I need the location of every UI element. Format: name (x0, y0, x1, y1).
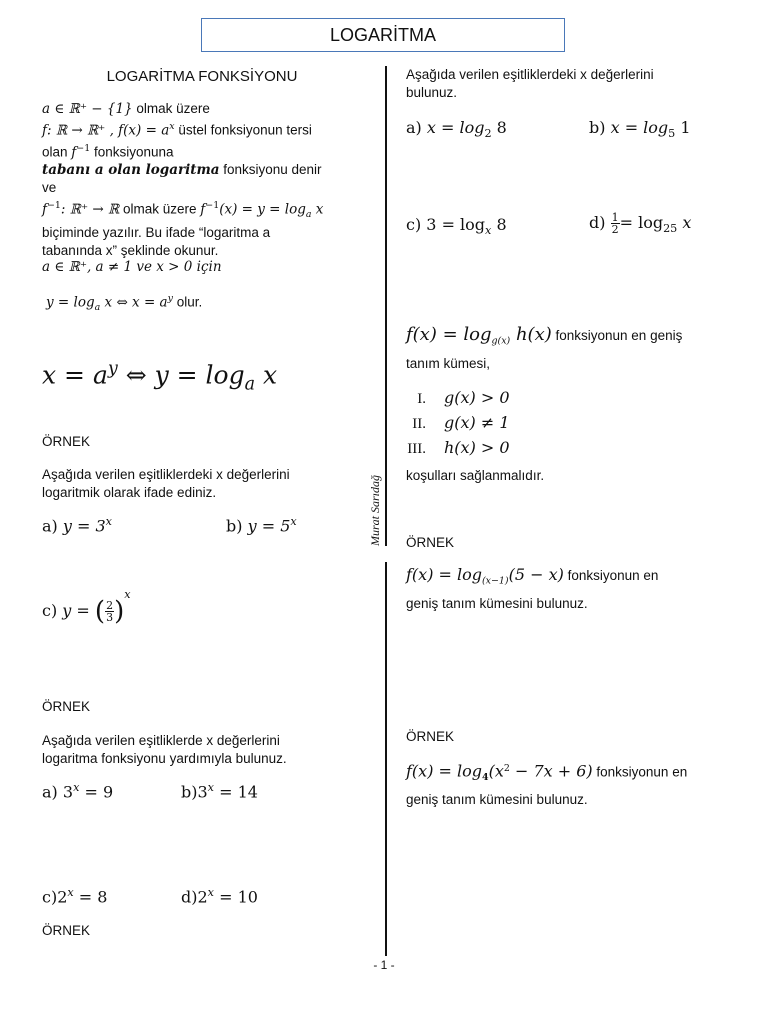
section-heading: LOGARİTMA FONKSİYONU (106, 68, 298, 85)
page-title: LOGARİTMA (201, 18, 565, 52)
equivalence-line: $y = \log_a x$ ⇔ $x = a^y$ olur. (46, 293, 203, 314)
condition-list (400, 386, 510, 461)
example-1-text: Aşağıda verilen eşitliklerdeki x değerlerini logaritmik olarak ifade ediniz. (42, 467, 290, 500)
condition-tail: koşulları sağlanmalıdır. (406, 468, 545, 483)
example-label-5: ÖRNEK (406, 729, 455, 744)
example-label-3: ÖRNEK (42, 923, 91, 938)
example-1-b: b) $y = 5^x$ (226, 515, 297, 536)
example-1-a: a) $y = 3^x$ (42, 515, 112, 536)
condition-item: III. h(x) > 0 (407, 438, 510, 457)
condition-item: I. g(x) > 0 (417, 388, 510, 407)
question-1-b: b) $x = \log_5 1$ (589, 118, 691, 141)
author-signature: Murat Sarıdağ (368, 474, 382, 546)
page-number: - 1 - (373, 958, 395, 972)
question-1-text: Aşağıda verilen eşitliklerdeki x değerlerini bulunuz. (406, 67, 654, 100)
example-2-d: $d)2^x = 10$ (181, 886, 258, 907)
example-label-1: ÖRNEK (42, 434, 91, 449)
example-5-text: $f(x) = \log_4(x^2 - 7x + 6)$ fonksiyonun en geniş tanım kümesini bulunuz. (406, 761, 688, 808)
example-4-text: $f(x) = \log_{(x-1)}(5 - x)$ fonksiyonun en geniş tanım kümesini bulunuz. (406, 565, 659, 611)
condition-item: II. g(x) ≠ 1 (412, 413, 510, 432)
example-2-a: a) $3^x = 9$ (42, 781, 114, 802)
condition-line: a ∈ ℝ⁺, a ≠ 1 ve x > 0 için (42, 259, 222, 275)
example-1-c: c) y = ( $\frac{2}{3}$ )$^x$ (42, 588, 131, 627)
example-label-4: ÖRNEK (406, 535, 455, 550)
example-2-c: $c)2^x = 8$ (42, 886, 108, 907)
column-divider-top (385, 66, 387, 546)
main-formula: $x = a^y$ ⇔ $y = \log_a x$ (42, 359, 278, 395)
column-divider-bottom (385, 562, 387, 956)
domain-rule: $f(x) = \log_{g(x)} h(x)$ fonksiyonun en geniş tanım kümesi, (406, 324, 683, 371)
example-2-text: Aşağıda verilen eşitliklerde x değerlerini logaritma fonksiyonu yardımıyla bulunuz. (42, 733, 287, 766)
example-2-b: $b)3^x = 14$ (181, 781, 258, 802)
question-1-c: c) $3 = \log_x 8$ (406, 215, 507, 238)
question-1-d: d) $\frac{1}{2}$ = $\log_{25} x$ (589, 211, 692, 236)
example-label-2: ÖRNEK (42, 699, 91, 714)
question-1-a: a) $x = \log_2 8$ (406, 118, 507, 141)
definition-block: a ∈ ℝ⁺ − {1} olmak üzere f: ℝ → ℝ⁺ , $f(x) = a^x$ üstel fonksiyonun tersi olan $f^{-1}$ fonksiyonuna tabanı a olan logaritma fonksiyonu denir ve $f^{-1}$: ℝ⁺ → ℝ olmak üzere $f^{-1}(x) = y = \log_a x$ biçiminde yazılır. Bu ifade “logaritma a tabanında x” şeklinde okunur. (42, 101, 324, 259)
